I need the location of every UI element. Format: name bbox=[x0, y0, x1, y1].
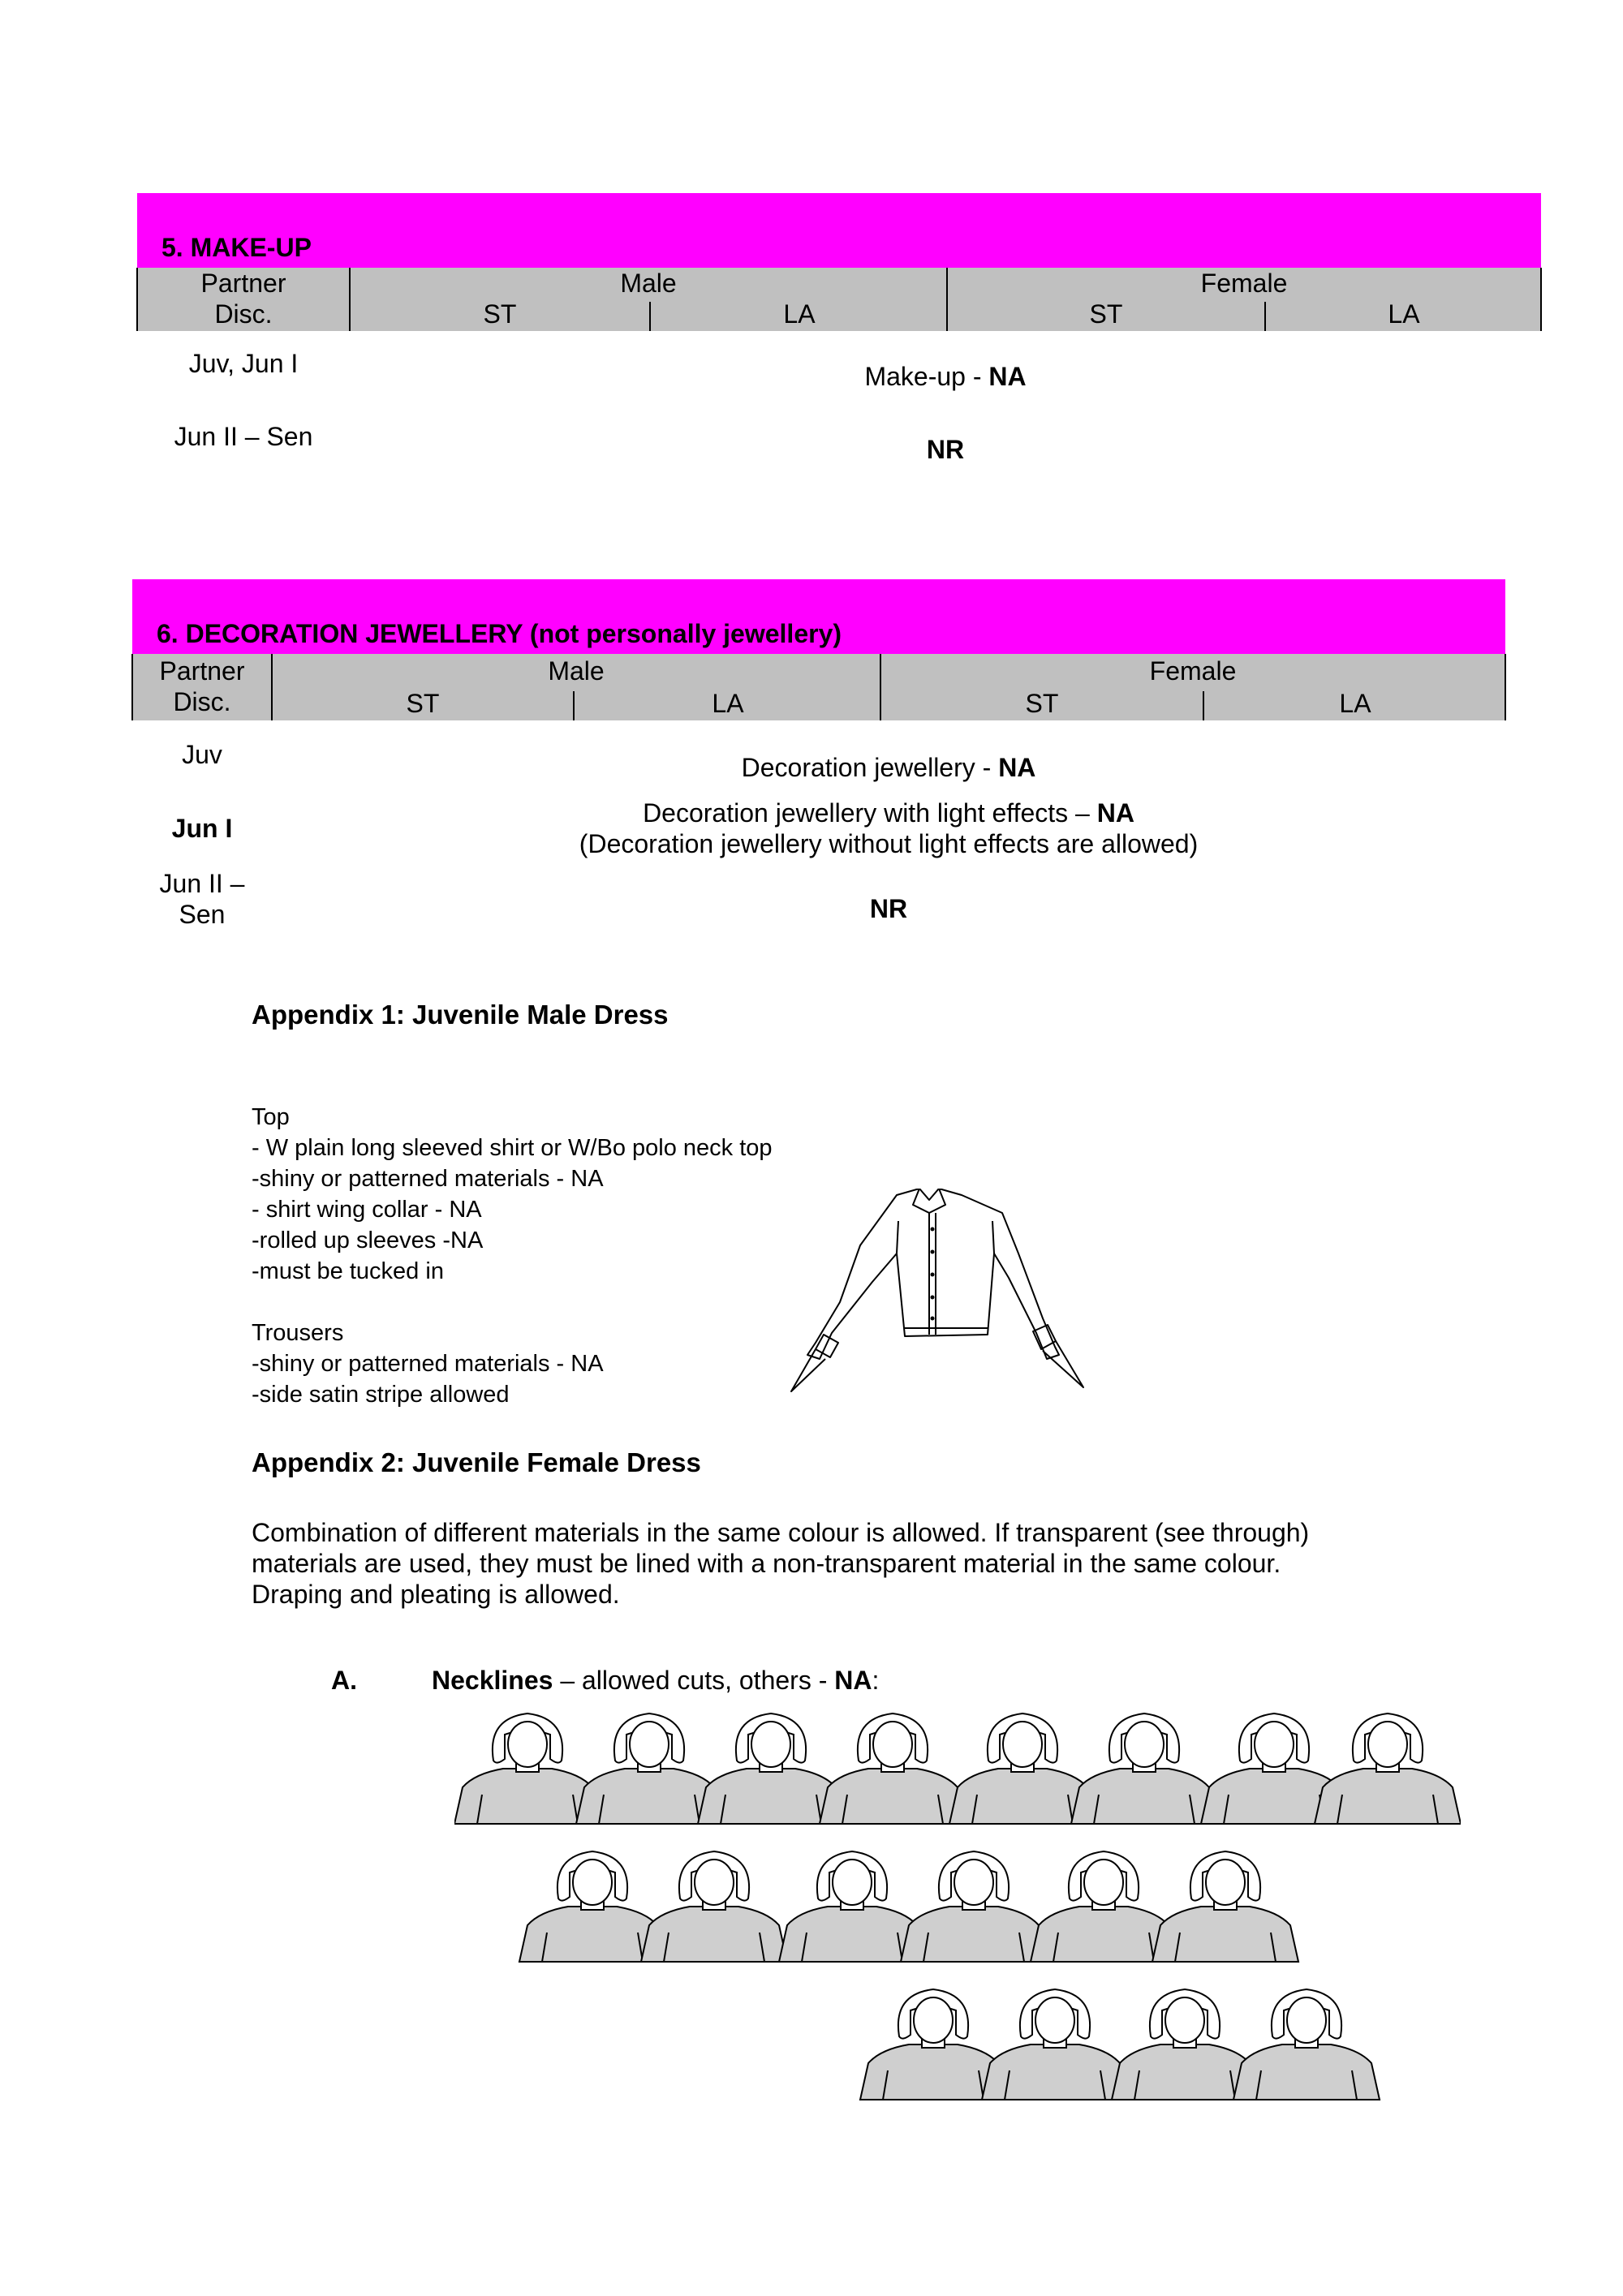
male-label: Male bbox=[548, 656, 605, 686]
top-item: - W plain long sleeved shirt or W/Bo polo neck top bbox=[252, 1135, 773, 1161]
necklines-heading bbox=[432, 1665, 879, 1696]
decoration-juv-na: NA bbox=[998, 753, 1036, 782]
decoration-disc-sen bbox=[132, 862, 272, 936]
makeup-juv-na: NA bbox=[988, 362, 1027, 391]
makeup-juv-text: Make-up - bbox=[864, 362, 989, 391]
decoration-table bbox=[131, 579, 1506, 936]
female-la-label: LA bbox=[1388, 299, 1420, 329]
makeup-disc-sen: Jun II – Sen bbox=[174, 422, 313, 451]
partner-label: Partner bbox=[159, 656, 245, 686]
male-la-label: LA bbox=[712, 689, 744, 718]
decoration-title bbox=[132, 579, 1505, 654]
male-label: Male bbox=[620, 269, 677, 298]
shirt-illustration bbox=[775, 1189, 1091, 1400]
decoration-disc-sen-l1: Jun II – bbox=[159, 869, 245, 898]
paragraph-line: Combination of different materials in the same colour is allowed. If transparent (see through) bbox=[252, 1518, 1310, 1547]
necklines-label: Necklines bbox=[432, 1666, 553, 1695]
decoration-disc-sen-l2: Sen bbox=[179, 900, 226, 929]
female-st-label: ST bbox=[1025, 689, 1059, 718]
top-item: - shirt wing collar - NA bbox=[252, 1197, 482, 1223]
female-header bbox=[947, 268, 1541, 331]
decoration-title-main: 6. DECORATION JEWELLERY bbox=[157, 619, 523, 648]
paragraph-line: Draping and pleating is allowed. bbox=[252, 1580, 620, 1609]
makeup-disc-juv: Juv, Jun I bbox=[188, 349, 299, 378]
top-item: -must be tucked in bbox=[252, 1258, 444, 1284]
male-la-label: LA bbox=[783, 299, 816, 329]
necklines-na: NA bbox=[834, 1666, 872, 1695]
male-header bbox=[272, 654, 880, 720]
decoration-jun1-content bbox=[272, 795, 1505, 862]
section-letter: A. bbox=[331, 1666, 357, 1695]
decoration-juv-text: Decoration jewellery - bbox=[741, 753, 999, 782]
paragraph-line: materials are used, they must be lined with a non-transparent material in the same colour. bbox=[252, 1549, 1281, 1578]
female-la-label: LA bbox=[1339, 689, 1371, 718]
trousers-item: -shiny or patterned materials - NA bbox=[252, 1351, 604, 1377]
decoration-title-note: (not personally jewellery) bbox=[523, 619, 842, 648]
male-st-label: ST bbox=[483, 299, 517, 329]
makeup-table bbox=[136, 193, 1542, 477]
top-item: -rolled up sleeves -NA bbox=[252, 1228, 484, 1253]
partner-disc-header bbox=[132, 654, 272, 720]
appendix2-paragraph bbox=[252, 1517, 1469, 1610]
trousers-label: Trousers bbox=[252, 1320, 344, 1346]
makeup-sen-nr: NR bbox=[926, 435, 965, 464]
partner-label: Partner bbox=[200, 269, 286, 298]
top-item: -shiny or patterned materials - NA bbox=[252, 1166, 604, 1192]
decoration-disc-jun1: Jun I bbox=[171, 813, 233, 843]
female-label: Female bbox=[1149, 656, 1237, 686]
decoration-jun1-text: Decoration jewellery with light effects – bbox=[643, 798, 1097, 828]
decoration-disc-juv: Juv bbox=[182, 740, 222, 769]
decoration-jun1-na: NA bbox=[1096, 798, 1134, 828]
makeup-title: 5. MAKE-UP bbox=[137, 193, 1541, 268]
appendix1-text bbox=[252, 1102, 836, 1410]
decoration-jun1-line1 bbox=[272, 798, 1505, 828]
female-label: Female bbox=[1200, 269, 1288, 298]
necklines-colon: : bbox=[872, 1666, 880, 1695]
male-header bbox=[350, 268, 947, 331]
top-label: Top bbox=[252, 1104, 290, 1130]
decoration-juv-content bbox=[272, 720, 1505, 795]
necklines-text: – allowed cuts, others - bbox=[553, 1666, 835, 1695]
disc-label: Disc. bbox=[173, 687, 231, 716]
appendix2-heading: Appendix 2: Juvenile Female Dress bbox=[252, 1447, 701, 1477]
disc-label: Disc. bbox=[214, 299, 273, 329]
necklines-illustration bbox=[454, 1710, 1461, 2132]
female-st-label: ST bbox=[1089, 299, 1123, 329]
decoration-jun1-line2: (Decoration jewellery without light effects are allowed) bbox=[579, 829, 1199, 858]
female-header bbox=[880, 654, 1505, 720]
partner-disc-header bbox=[137, 268, 350, 331]
makeup-juv-content bbox=[350, 331, 1541, 404]
male-st-label: ST bbox=[406, 689, 440, 718]
trousers-item: -side satin stripe allowed bbox=[252, 1382, 510, 1408]
appendix1-heading: Appendix 1: Juvenile Male Dress bbox=[252, 1000, 669, 1030]
decoration-sen-nr: NR bbox=[869, 894, 908, 923]
